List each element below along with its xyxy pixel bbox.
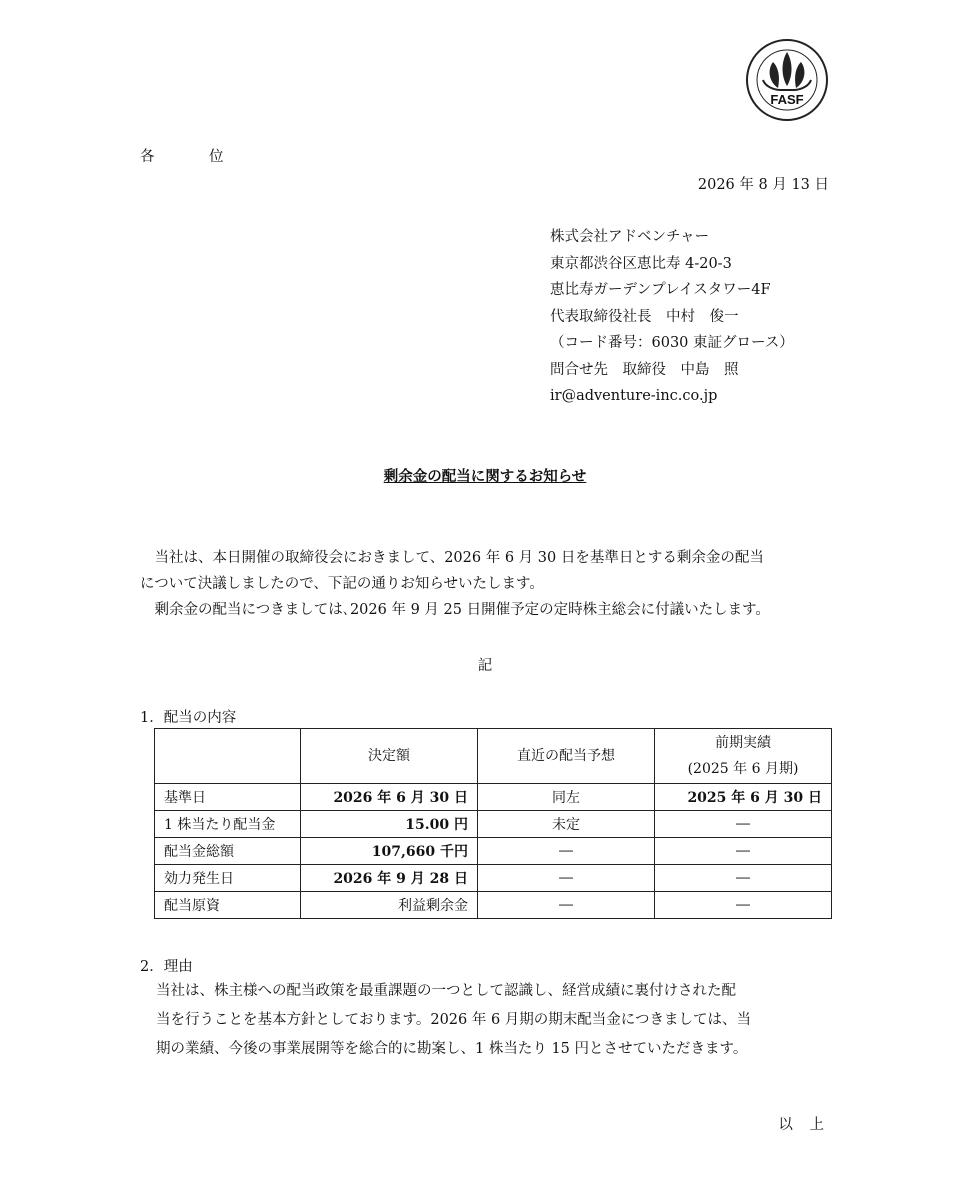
cell-prior: ― [655,865,832,892]
representative: 代表取締役社長 中村 俊一 [550,308,739,325]
cell-decided: 107,660 千円 [301,838,478,865]
reason-line: 期の業績、今後の事業展開等を総合的に勘案し、1 株当たり 15 円とさせていただきます。 [156,1041,748,1057]
row-label: 基準日 [155,784,301,811]
header-empty [155,729,301,784]
table-row [155,811,832,838]
row-label: 1 株当たり配当金 [155,811,301,838]
sender-block [550,224,794,410]
address-line-1: 東京都渋谷区恵比寿 4-20-3 [550,255,732,272]
row-label: 効力発生日 [155,865,301,892]
section-1-title: 1．配当の内容 [140,710,237,726]
document-title: 剰余金の配当に関するお知らせ [383,468,587,485]
cell-prior: ― [655,811,832,838]
addressee: 各 位 [140,149,244,165]
contact-email[interactable]: ir@adventure-inc.co.jp [550,388,718,404]
table-header-row [155,729,832,784]
table-row [155,784,832,811]
code-number: （コード番号：6030 東証グロース） [550,335,794,351]
cell-decided: 利益剰余金 [301,892,478,919]
cell-prior: ― [655,838,832,865]
cell-decided: 2026 年 9 月 28 日 [301,865,478,892]
cell-decided: 15.00 円 [301,811,478,838]
body-line: 当社は、本日開催の取締役会におきまして、2026 年 6 月 30 日を基準日とする剰余金の配当 [140,550,764,566]
dividend-table [154,728,832,919]
row-label: 配当金総額 [155,838,301,865]
header-forecast: 直近の配当予想 [478,729,655,784]
logo-text: FASF [770,92,804,107]
contact-person: 問合せ先 取締役 中島 照 [550,361,739,378]
company-name: 株式会社アドベンチャー [550,229,710,245]
body-line: について決議しましたので、下記の通りお知らせいたします。 [140,576,544,592]
cell-forecast: 未定 [478,811,655,838]
header-prior [655,729,832,784]
body-line: 剰余金の配当につきましては､2026 年 9 月 25 日開催予定の定時株主総会に付議いたします。 [140,602,770,618]
cell-forecast: ― [478,865,655,892]
reason-line: 当社は、株主様への配当政策を最重課題の一つとして認識し、経営成績に裏付けされた配 [156,983,736,999]
ki-mark: 記 [477,658,493,674]
reason-line: 当を行うことを基本方針としております。2026 年 6 月期の期末配当金につきましては、当 [156,1012,752,1028]
table-row [155,865,832,892]
header-decided: 決定額 [301,729,478,784]
table-row [155,838,832,865]
header-prior-label: 前期実績 [715,735,771,751]
reason-text [156,977,836,1064]
table-row [155,892,832,919]
issue-date: 2026 年 8 月 13 日 [697,177,829,193]
cell-forecast: ― [478,838,655,865]
cell-prior: 2025 年 6 月 30 日 [655,784,832,811]
section-2-title: 2．理由 [140,959,193,975]
row-label: 配当原資 [155,892,301,919]
fasf-logo [745,38,829,122]
cell-forecast: 同左 [478,784,655,811]
address-line-2: 恵比寿ガーデンプレイスタワー4F [550,282,771,298]
closing-mark: 以 上 [778,1117,830,1133]
header-prior-period: (2025 年 6 月期) [687,761,799,777]
body-text [140,545,830,623]
cell-decided: 2026 年 6 月 30 日 [301,784,478,811]
cell-prior: ― [655,892,832,919]
cell-forecast: ― [478,892,655,919]
